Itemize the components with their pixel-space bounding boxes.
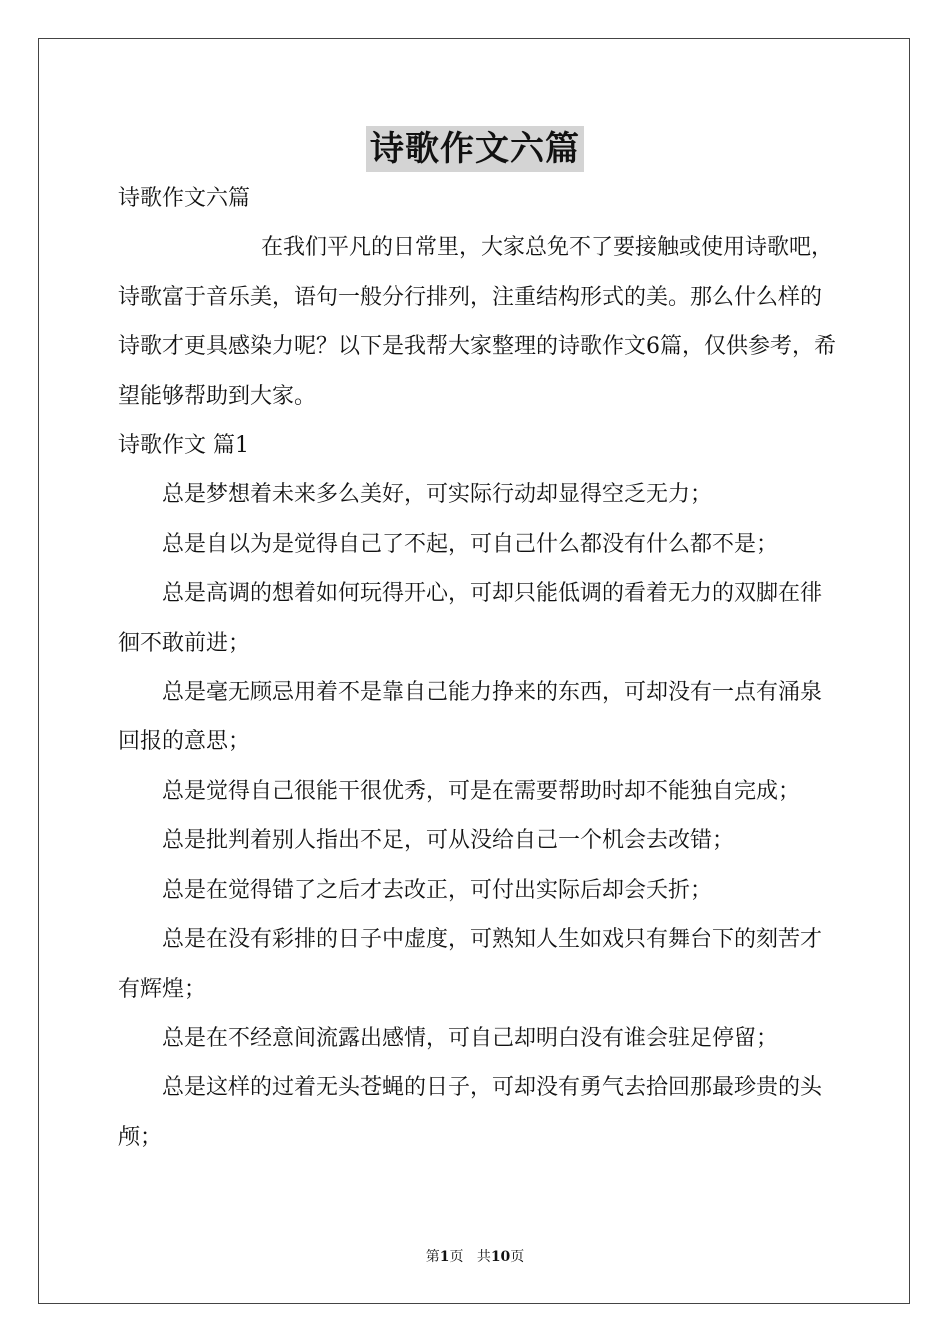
poem-line: 总是高调的想着如何玩得开心，可却只能低调的看着无力的双脚在徘徊不敢前进； [118, 581, 823, 656]
document-body [118, 174, 840, 1162]
poem-line: 总是毫无顾忌用着不是靠自己能力挣来的东西，可却没有一点有涌泉回报的意思； [118, 680, 823, 755]
poem-line: 总是梦想着未来多么美好，可实际行动却显得空乏无力； [162, 482, 713, 508]
document-title: 诗歌作文六篇 [366, 126, 584, 172]
footer-total-suffix: 页 [510, 1249, 525, 1265]
poem-line: 总是批判着别人指出不足，可从没给自己一个机会去改错； [162, 828, 735, 854]
footer-total-pages: 10 [490, 1249, 511, 1265]
poem-line: 总是这样的过着无头苍蝇的日子，可却没有勇气去拾回那最珍贵的头颅； [118, 1075, 823, 1150]
poem-line: 总是觉得自己很能干很优秀，可是在需要帮助时却不能独自完成； [162, 778, 801, 804]
footer-prefix: 第 [425, 1249, 440, 1265]
footer-page-number: 1 [439, 1249, 450, 1265]
title-container [0, 126, 950, 172]
poem-line: 总是在没有彩排的日子中虚度，可熟知人生如戏只有舞台下的刻苦才有辉煌； [118, 927, 823, 1002]
footer-total-prefix: 共 [476, 1249, 491, 1265]
intro-paragraph: 在我们平凡的日常里，大家总免不了要接触或使用诗歌吧，诗歌富于音乐美，语句一般分行排列，注重结构形式的美。那么什么样的诗歌才更具感染力呢？以下是我帮大家整理的诗歌作文6篇，仅供参考，希望能够帮助到大家。 [118, 235, 836, 409]
footer-page-suffix: 页 [449, 1249, 464, 1265]
section-heading: 诗歌作文 篇1 [118, 433, 249, 459]
poem-line: 总是自以为是觉得自己了不起，可自己什么都没有什么都不是； [162, 531, 779, 557]
poem-line: 总是在觉得错了之后才去改正，可付出实际后却会夭折； [162, 877, 713, 903]
poem-line: 总是在不经意间流露出感情，可自己却明白没有谁会驻足停留； [162, 1025, 779, 1051]
page-footer [0, 1247, 950, 1267]
document-subtitle: 诗歌作文六篇 [118, 186, 251, 211]
